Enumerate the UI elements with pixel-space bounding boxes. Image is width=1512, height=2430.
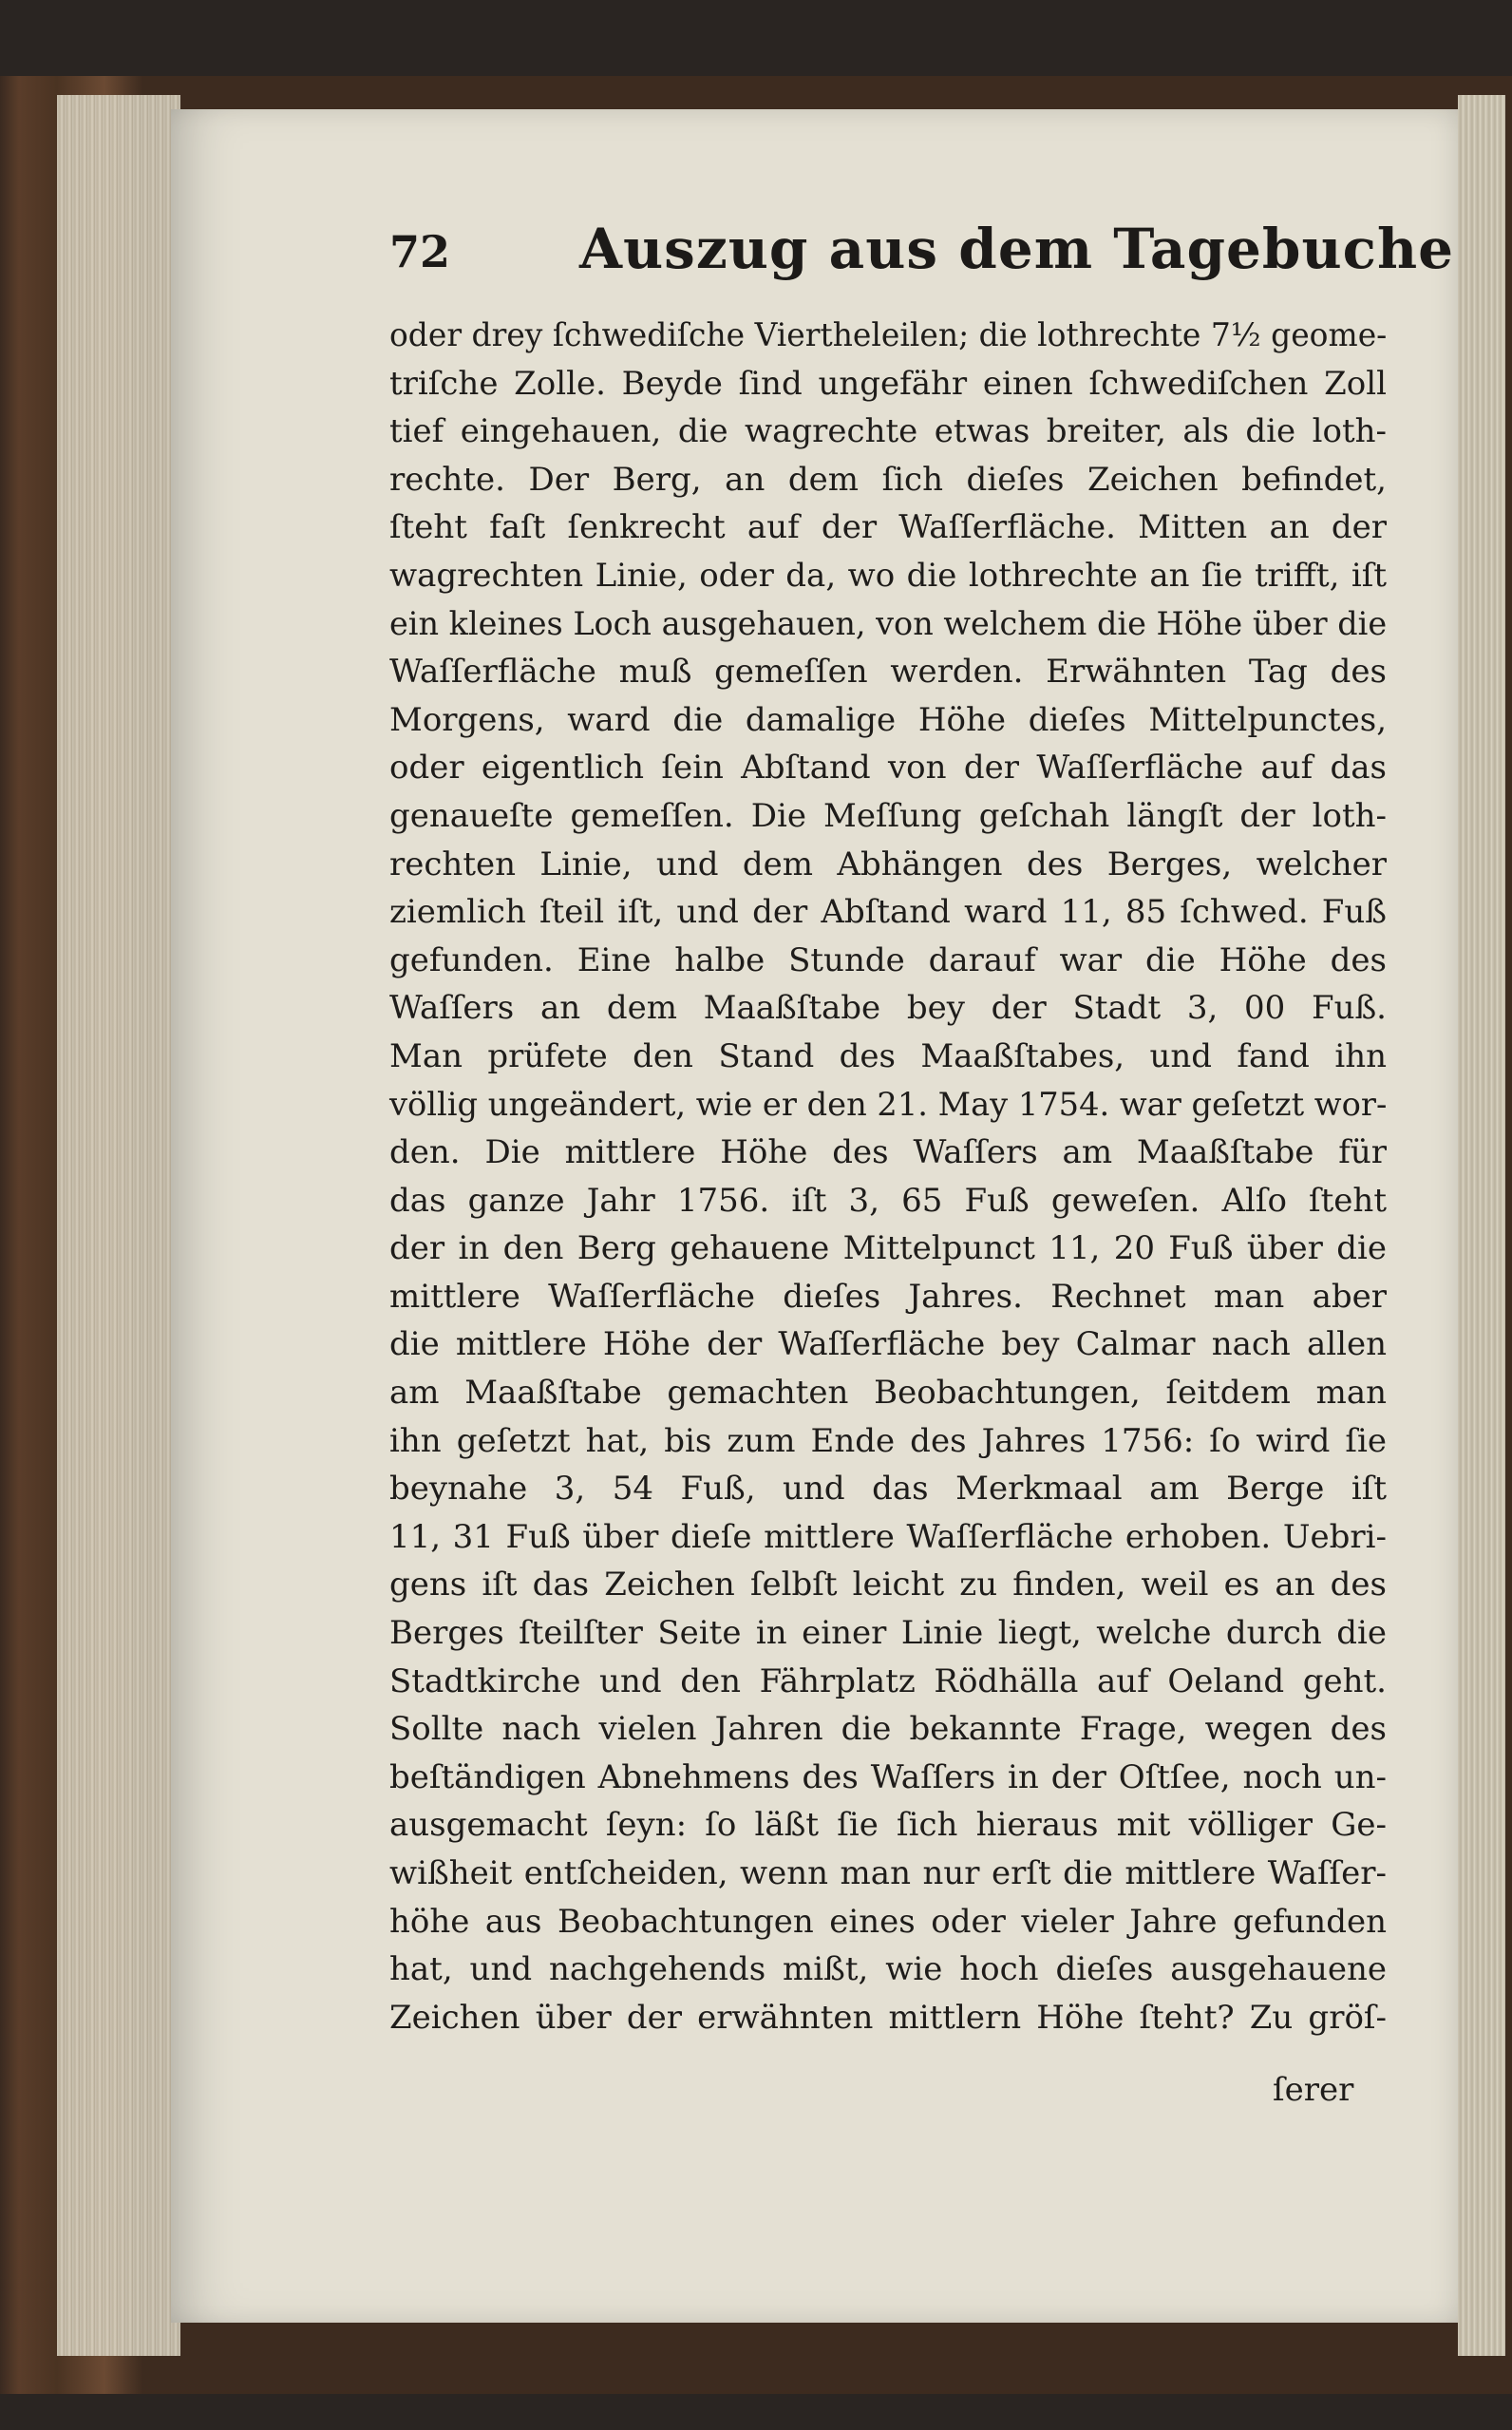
text-line: triſche Zolle. Beyde ſind ungefähr einen ſchwediſchen Zoll [389,364,1387,403]
text-line: beynahe 3, 54 Fuß, und das Merkmaal am Berge iſt [389,1470,1387,1509]
text-line: den. Die mittlere Höhe des Waſſers am Maaßſtabe für [389,1133,1387,1172]
text-line: höhe aus Beobachtungen eines oder vieler Jahre gefunden [389,1902,1387,1941]
text-line: rechte. Der Berg, an dem ſich dieſes Zeichen befindet, [389,460,1387,499]
text-line: wagrechten Linie, oder da, wo die lothrechte an ſie trifft, iſt [389,556,1387,595]
text-line: Waſſers an dem Maaßſtabe bey der Stadt 3, 00 Fuß. [389,989,1387,1028]
text-line: beſtändigen Abnehmens des Waſſers in der Oſtſee, noch un- [389,1757,1387,1796]
text-line: hat, und nachgehends mißt, wie hoch dieſes ausgehauene [389,1950,1387,1989]
page-edges-left [57,95,180,2356]
text-line: völlig ungeändert, wie er den 21. May 1754. war geſetzt wor- [389,1085,1388,1124]
text-line: ihn geſetzt hat, bis zum Ende des Jahres 1756: ſo wird ſie [389,1421,1387,1460]
text-line: Stadtkirche und den Fährplatz Rödhälla auf Oeland geht. [389,1661,1387,1700]
text-line: gefunden. Eine halbe Stunde darauf war die Höhe des [389,940,1387,979]
text-line: ein kleines Loch ausgehauen, von welchem die Höhe über die [389,604,1388,643]
text-line: Morgens, ward die damalige Höhe dieſes Mittelpunctes, [389,700,1387,739]
page-edges-right [1458,95,1505,2356]
catchword: ſerer [1273,2071,1354,2109]
text-line: Waſſerfläche muß gemeſſen werden. Erwähnten Tag des [389,653,1387,692]
body-text [389,312,1387,2041]
running-title: Auszug aus dem Tagebuche [579,217,1455,281]
text-line: ſteht faſt ſenkrecht auf der Waſſerfläche. Mitten an der [389,508,1387,547]
text-line: ausgemacht ſeyn: ſo läßt ſie ſich hieraus mit völliger Ge- [389,1806,1387,1845]
text-line: Sollte nach vielen Jahren die bekannte Frage, wegen des [389,1710,1387,1749]
text-line: 11, 31 Fuß über dieſe mittlere Waſſerfläche erhoben. Uebri- [389,1517,1387,1556]
text-line: wißheit entſcheiden, wenn man nur erſt die mittlere Waſſer- [389,1854,1387,1892]
page-number: 72 [389,226,451,277]
text-line: gens iſt das Zeichen ſelbſt leicht zu finden, weil es an des [389,1566,1387,1604]
text-line: mittlere Waſſerfläche dieſes Jahres. Rechnet man aber [389,1277,1387,1316]
text-line: die mittlere Höhe der Waſſerfläche bey Calmar nach allen [389,1325,1387,1364]
text-line: tief eingehauen, die wagrechte etwas breiter, als die loth- [389,412,1387,451]
text-line: am Maaßſtabe gemachten Beobachtungen, ſeitdem man [389,1374,1387,1413]
text-line: rechten Linie, und dem Abhängen des Berges, welcher [389,845,1387,883]
text-line: ziemlich ſteil iſt, und der Abſtand ward 11, 85 ſchwed. Fuß [389,893,1387,932]
page-header [389,217,1455,293]
text-line: Man prüfete den Stand des Maaßſtabes, und fand ihn [389,1036,1387,1075]
text-line: oder eigentlich ſein Abſtand von der Waſſerfläche auf das [389,749,1387,788]
text-line: Zeichen über der erwähnten mittlern Höhe ſteht? Zu gröſ- [389,1998,1387,2037]
text-line: oder drey ſchwediſche Viertheleilen; die lothrechte 7½ geome- [389,316,1388,354]
text-line: der in den Berg gehauene Mittelpunct 11, 20 Fuß über die [389,1229,1387,1268]
text-line: Berges ſteilſter Seite in einer Linie liegt, welche durch die [389,1614,1387,1653]
text-line: das ganze Jahr 1756. iſt 3, 65 Fuß geweſen. Alſo ſteht [389,1181,1387,1220]
text-line: genaueſte gemeſſen. Die Meſſung geſchah längſt der loth- [389,796,1387,835]
